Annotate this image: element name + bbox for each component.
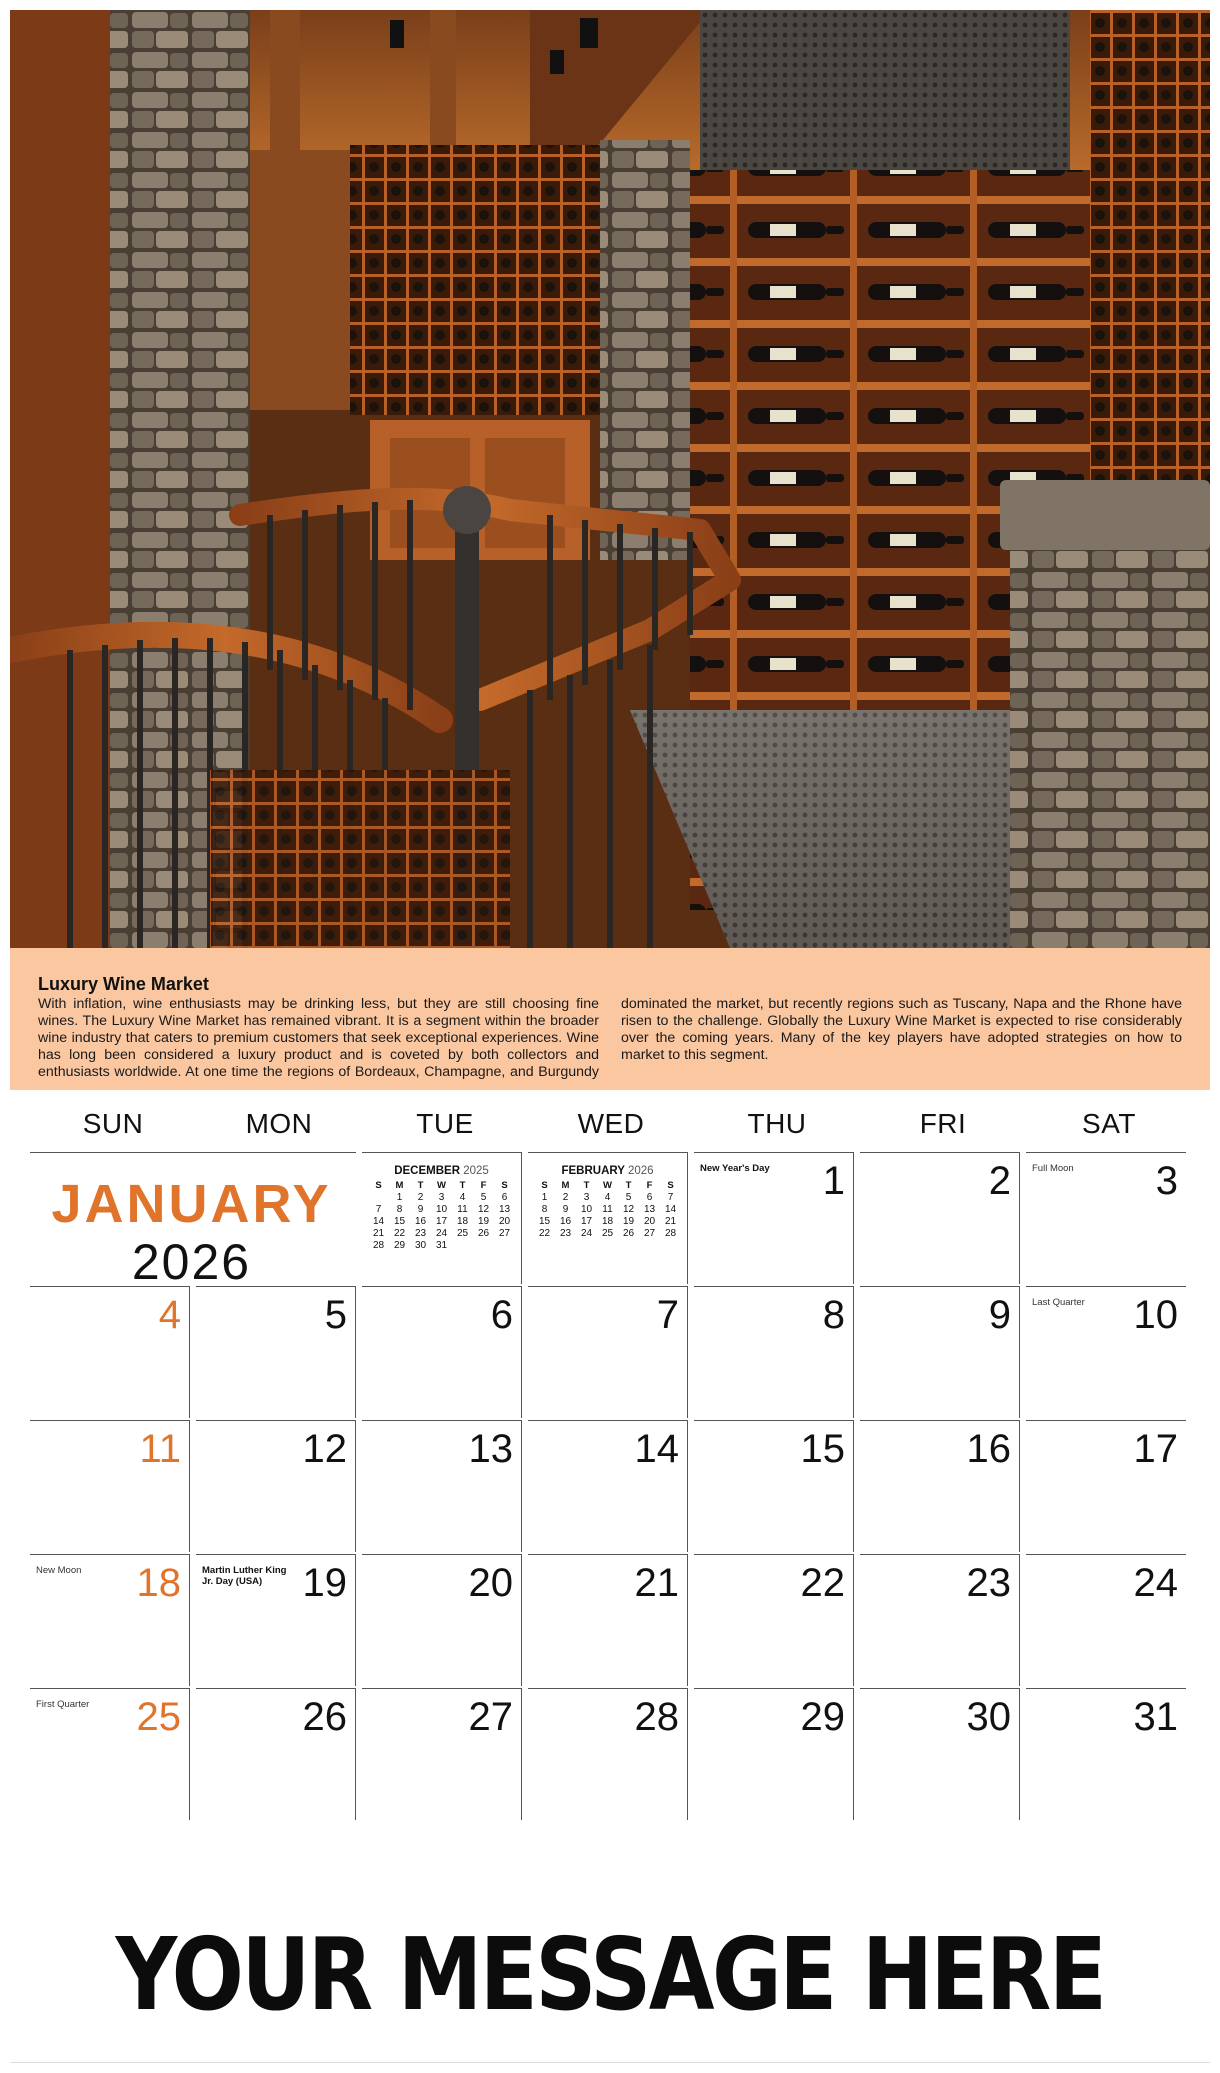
mini-day: 10 [435, 1204, 448, 1215]
mini-day: 7 [375, 1204, 382, 1215]
month-year: 2026 [131, 1234, 252, 1290]
mini-day: 16 [414, 1216, 427, 1227]
mini-day [452, 1240, 473, 1251]
day-cell [860, 1286, 1020, 1418]
mini-day: 7 [667, 1192, 674, 1203]
mini-weekday-header: W [603, 1180, 612, 1191]
mini-weekday-header: T [625, 1180, 632, 1191]
day-of-week-header [30, 1090, 1196, 1152]
custom-message: YOUR MESSAGE HERE [115, 1916, 1105, 2033]
mini-prev-month: DECEMBER [394, 1165, 460, 1177]
mini-day: 21 [664, 1216, 677, 1227]
dow-sat: SAT [1082, 1108, 1136, 1139]
mini-day: 13 [643, 1204, 656, 1215]
wine-cellar-photo [10, 10, 1210, 948]
day-cell [528, 1420, 688, 1552]
day-number: 1 [822, 1159, 845, 1203]
day-cell [694, 1420, 854, 1552]
mini-day: 5 [625, 1192, 632, 1203]
day-cell [1026, 1688, 1186, 1820]
mini-day: 15 [393, 1216, 406, 1227]
mini-weekday-header: M [395, 1180, 404, 1191]
description-title: Luxury Wine Market [38, 974, 209, 994]
day-number: 25 [136, 1695, 181, 1739]
wine-cellar-illustration [10, 10, 1210, 948]
mini-day: 29 [393, 1240, 406, 1251]
day-cell [694, 1286, 854, 1418]
day-cell [1026, 1286, 1186, 1418]
day-number: 17 [1133, 1427, 1178, 1471]
mini-day: 6 [501, 1192, 508, 1203]
day-cell [860, 1152, 1020, 1284]
day-number: 5 [324, 1293, 347, 1337]
day-number: 4 [158, 1293, 181, 1337]
mini-day: 20 [498, 1216, 511, 1227]
mini-weekday-header: W [437, 1180, 446, 1191]
day-cell [528, 1554, 688, 1686]
mini-weekday-header: F [480, 1180, 487, 1191]
day-cell [30, 1554, 190, 1686]
day-number: 3 [1155, 1159, 1178, 1203]
mini-day: 8 [396, 1204, 403, 1215]
mini-weekday-header: S [501, 1180, 508, 1191]
day-cell [362, 1688, 522, 1820]
day-number: 29 [800, 1695, 845, 1739]
mini-day [494, 1240, 515, 1251]
mini-day: 19 [622, 1216, 635, 1227]
day-cell [860, 1420, 1020, 1552]
mini-weekday-header: T [417, 1180, 424, 1191]
dow-sun: SUN [82, 1108, 144, 1139]
mini-day: 26 [622, 1228, 635, 1239]
month-name: JANUARY [51, 1174, 332, 1234]
day-cell [528, 1286, 688, 1418]
mini-day: 24 [435, 1228, 448, 1239]
day-cell [196, 1554, 356, 1686]
mini-day: 17 [580, 1216, 593, 1227]
mini-day: 4 [459, 1192, 466, 1203]
day-number: 24 [1133, 1561, 1178, 1605]
day-number: 11 [139, 1427, 181, 1471]
mini-weekday-header: S [541, 1180, 548, 1191]
day-cell [694, 1152, 854, 1284]
mini-day: 14 [664, 1204, 677, 1215]
mini-day: 22 [538, 1228, 551, 1239]
mini-day: 8 [541, 1204, 548, 1215]
mini-day: 25 [601, 1228, 614, 1239]
dow-mon: MON [245, 1108, 313, 1139]
day-cell [30, 1286, 190, 1418]
mini-day: 15 [538, 1216, 551, 1227]
mini-prev-grid [368, 1180, 515, 1251]
mini-day: 17 [435, 1216, 448, 1227]
mini-calendar-next [528, 1152, 688, 1284]
mini-day: 12 [477, 1204, 490, 1215]
mini-weekday-header: F [646, 1180, 653, 1191]
mini-day: 18 [456, 1216, 469, 1227]
day-note: Last Quarter [1032, 1297, 1085, 1308]
day-number: 28 [634, 1695, 679, 1739]
day-cell [1026, 1554, 1186, 1686]
day-cell [362, 1554, 522, 1686]
dow-wed: WED [577, 1108, 645, 1139]
day-number: 23 [966, 1561, 1011, 1605]
day-number: 22 [800, 1561, 845, 1605]
day-number: 20 [468, 1561, 513, 1605]
day-number: 8 [822, 1293, 845, 1337]
mini-day: 1 [396, 1192, 403, 1203]
mini-day: 31 [435, 1240, 448, 1251]
mini-prev-year: 2025 [463, 1165, 489, 1177]
mini-next-grid [534, 1180, 681, 1239]
day-number: 9 [988, 1293, 1011, 1337]
mini-day: 23 [559, 1228, 572, 1239]
mini-day: 1 [541, 1192, 548, 1203]
description-panel [10, 948, 1210, 1090]
mini-day [473, 1240, 494, 1251]
mini-weekday-header: M [561, 1180, 570, 1191]
mini-day: 4 [604, 1192, 611, 1203]
day-note: Martin Luther King Jr. Day (USA) [202, 1565, 287, 1587]
day-note: Full Moon [1032, 1163, 1074, 1174]
day-cell [362, 1286, 522, 1418]
mini-day: 24 [580, 1228, 593, 1239]
day-number: 15 [800, 1427, 845, 1471]
mini-next-year: 2026 [627, 1165, 654, 1177]
day-number: 12 [302, 1427, 347, 1471]
mini-weekday-header: S [667, 1180, 674, 1191]
day-number: 31 [1133, 1695, 1178, 1739]
day-number: 14 [634, 1427, 679, 1471]
day-cell [860, 1554, 1020, 1686]
mini-day: 11 [457, 1204, 468, 1215]
day-cell [30, 1420, 190, 1552]
day-cell [1026, 1152, 1186, 1284]
day-cell [860, 1688, 1020, 1820]
mini-day: 3 [583, 1192, 590, 1203]
mini-day: 14 [372, 1216, 385, 1227]
mini-day: 22 [393, 1228, 406, 1239]
mini-day: 2 [562, 1192, 569, 1203]
mini-day: 9 [562, 1204, 569, 1215]
mini-weekday-header: T [583, 1180, 590, 1191]
dow-fri: FRI [919, 1108, 967, 1139]
day-note: New Year's Day [700, 1163, 770, 1174]
dow-tue: TUE [416, 1108, 474, 1139]
mini-weekday-header: S [375, 1180, 382, 1191]
day-number: 21 [634, 1561, 679, 1605]
day-cell [30, 1688, 190, 1820]
mini-prev-title [368, 1165, 515, 1177]
mini-day: 30 [414, 1240, 427, 1251]
mini-day: 12 [622, 1204, 635, 1215]
mini-day: 27 [643, 1228, 656, 1239]
day-number: 26 [302, 1695, 347, 1739]
mini-day: 25 [456, 1228, 469, 1239]
day-number: 16 [966, 1427, 1011, 1471]
mini-day: 19 [477, 1216, 490, 1227]
mini-day: 28 [372, 1240, 385, 1251]
mini-day: 3 [438, 1192, 445, 1203]
mini-day: 18 [601, 1216, 614, 1227]
mini-weekday-header: T [459, 1180, 466, 1191]
day-cell [362, 1420, 522, 1552]
day-number: 18 [136, 1561, 181, 1605]
mini-day: 27 [498, 1228, 511, 1239]
mini-next-title [534, 1165, 681, 1177]
mini-day: 21 [372, 1228, 385, 1239]
day-number: 2 [988, 1159, 1011, 1203]
day-number: 30 [966, 1695, 1011, 1739]
mini-day [368, 1192, 389, 1203]
dow-thu: THU [747, 1108, 807, 1139]
mini-day: 5 [480, 1192, 487, 1203]
mini-day: 10 [580, 1204, 593, 1215]
day-number: 19 [302, 1561, 347, 1605]
day-cell [528, 1688, 688, 1820]
day-number: 10 [1133, 1293, 1178, 1337]
mini-day: 23 [414, 1228, 427, 1239]
footer-divider [10, 2062, 1210, 2063]
mini-day: 9 [417, 1204, 424, 1215]
mini-day: 11 [602, 1204, 613, 1215]
day-cell [1026, 1420, 1186, 1552]
day-cell [196, 1286, 356, 1418]
mini-day: 2 [417, 1192, 424, 1203]
day-note: New Moon [36, 1565, 82, 1576]
month-title-block [30, 1152, 356, 1290]
description-body: With inflation, wine enthusiasts may be drinking less, but they are still choosing fine wines. The Luxury Wine Market has remained vibrant. It is a segment within the broader wine industry that caters to premium customers that seek exceptional experiences. Wine has long been considered a luxury product and is coveted by both collectors and enthusiasts worldwide. At one time the regions of Bordeaux, Champagne, and Burgundy dominated the market, but recently regions such as Tuscany, Napa and the Rhone have risen to the challenge. Globally the Luxury Wine Market is expected to rise considerably over the coming years. Many of the key players have adopted strategies on how to market to this segment. [38, 996, 1182, 1080]
mini-calendar-prev [362, 1152, 522, 1284]
day-number: 13 [468, 1427, 513, 1471]
mini-day: 20 [643, 1216, 656, 1227]
mini-day: 16 [559, 1216, 572, 1227]
day-cell [694, 1688, 854, 1820]
mini-day: 28 [664, 1228, 677, 1239]
mini-next-month: FEBRUARY [561, 1165, 625, 1177]
day-cell [694, 1554, 854, 1686]
mini-day: 13 [498, 1204, 511, 1215]
day-number: 6 [490, 1293, 513, 1337]
day-number: 7 [656, 1293, 679, 1337]
day-cell [196, 1420, 356, 1552]
day-note: First Quarter [36, 1699, 90, 1710]
day-number: 27 [468, 1695, 513, 1739]
mini-day: 26 [477, 1228, 490, 1239]
mini-day: 6 [646, 1192, 653, 1203]
day-cell [196, 1688, 356, 1820]
